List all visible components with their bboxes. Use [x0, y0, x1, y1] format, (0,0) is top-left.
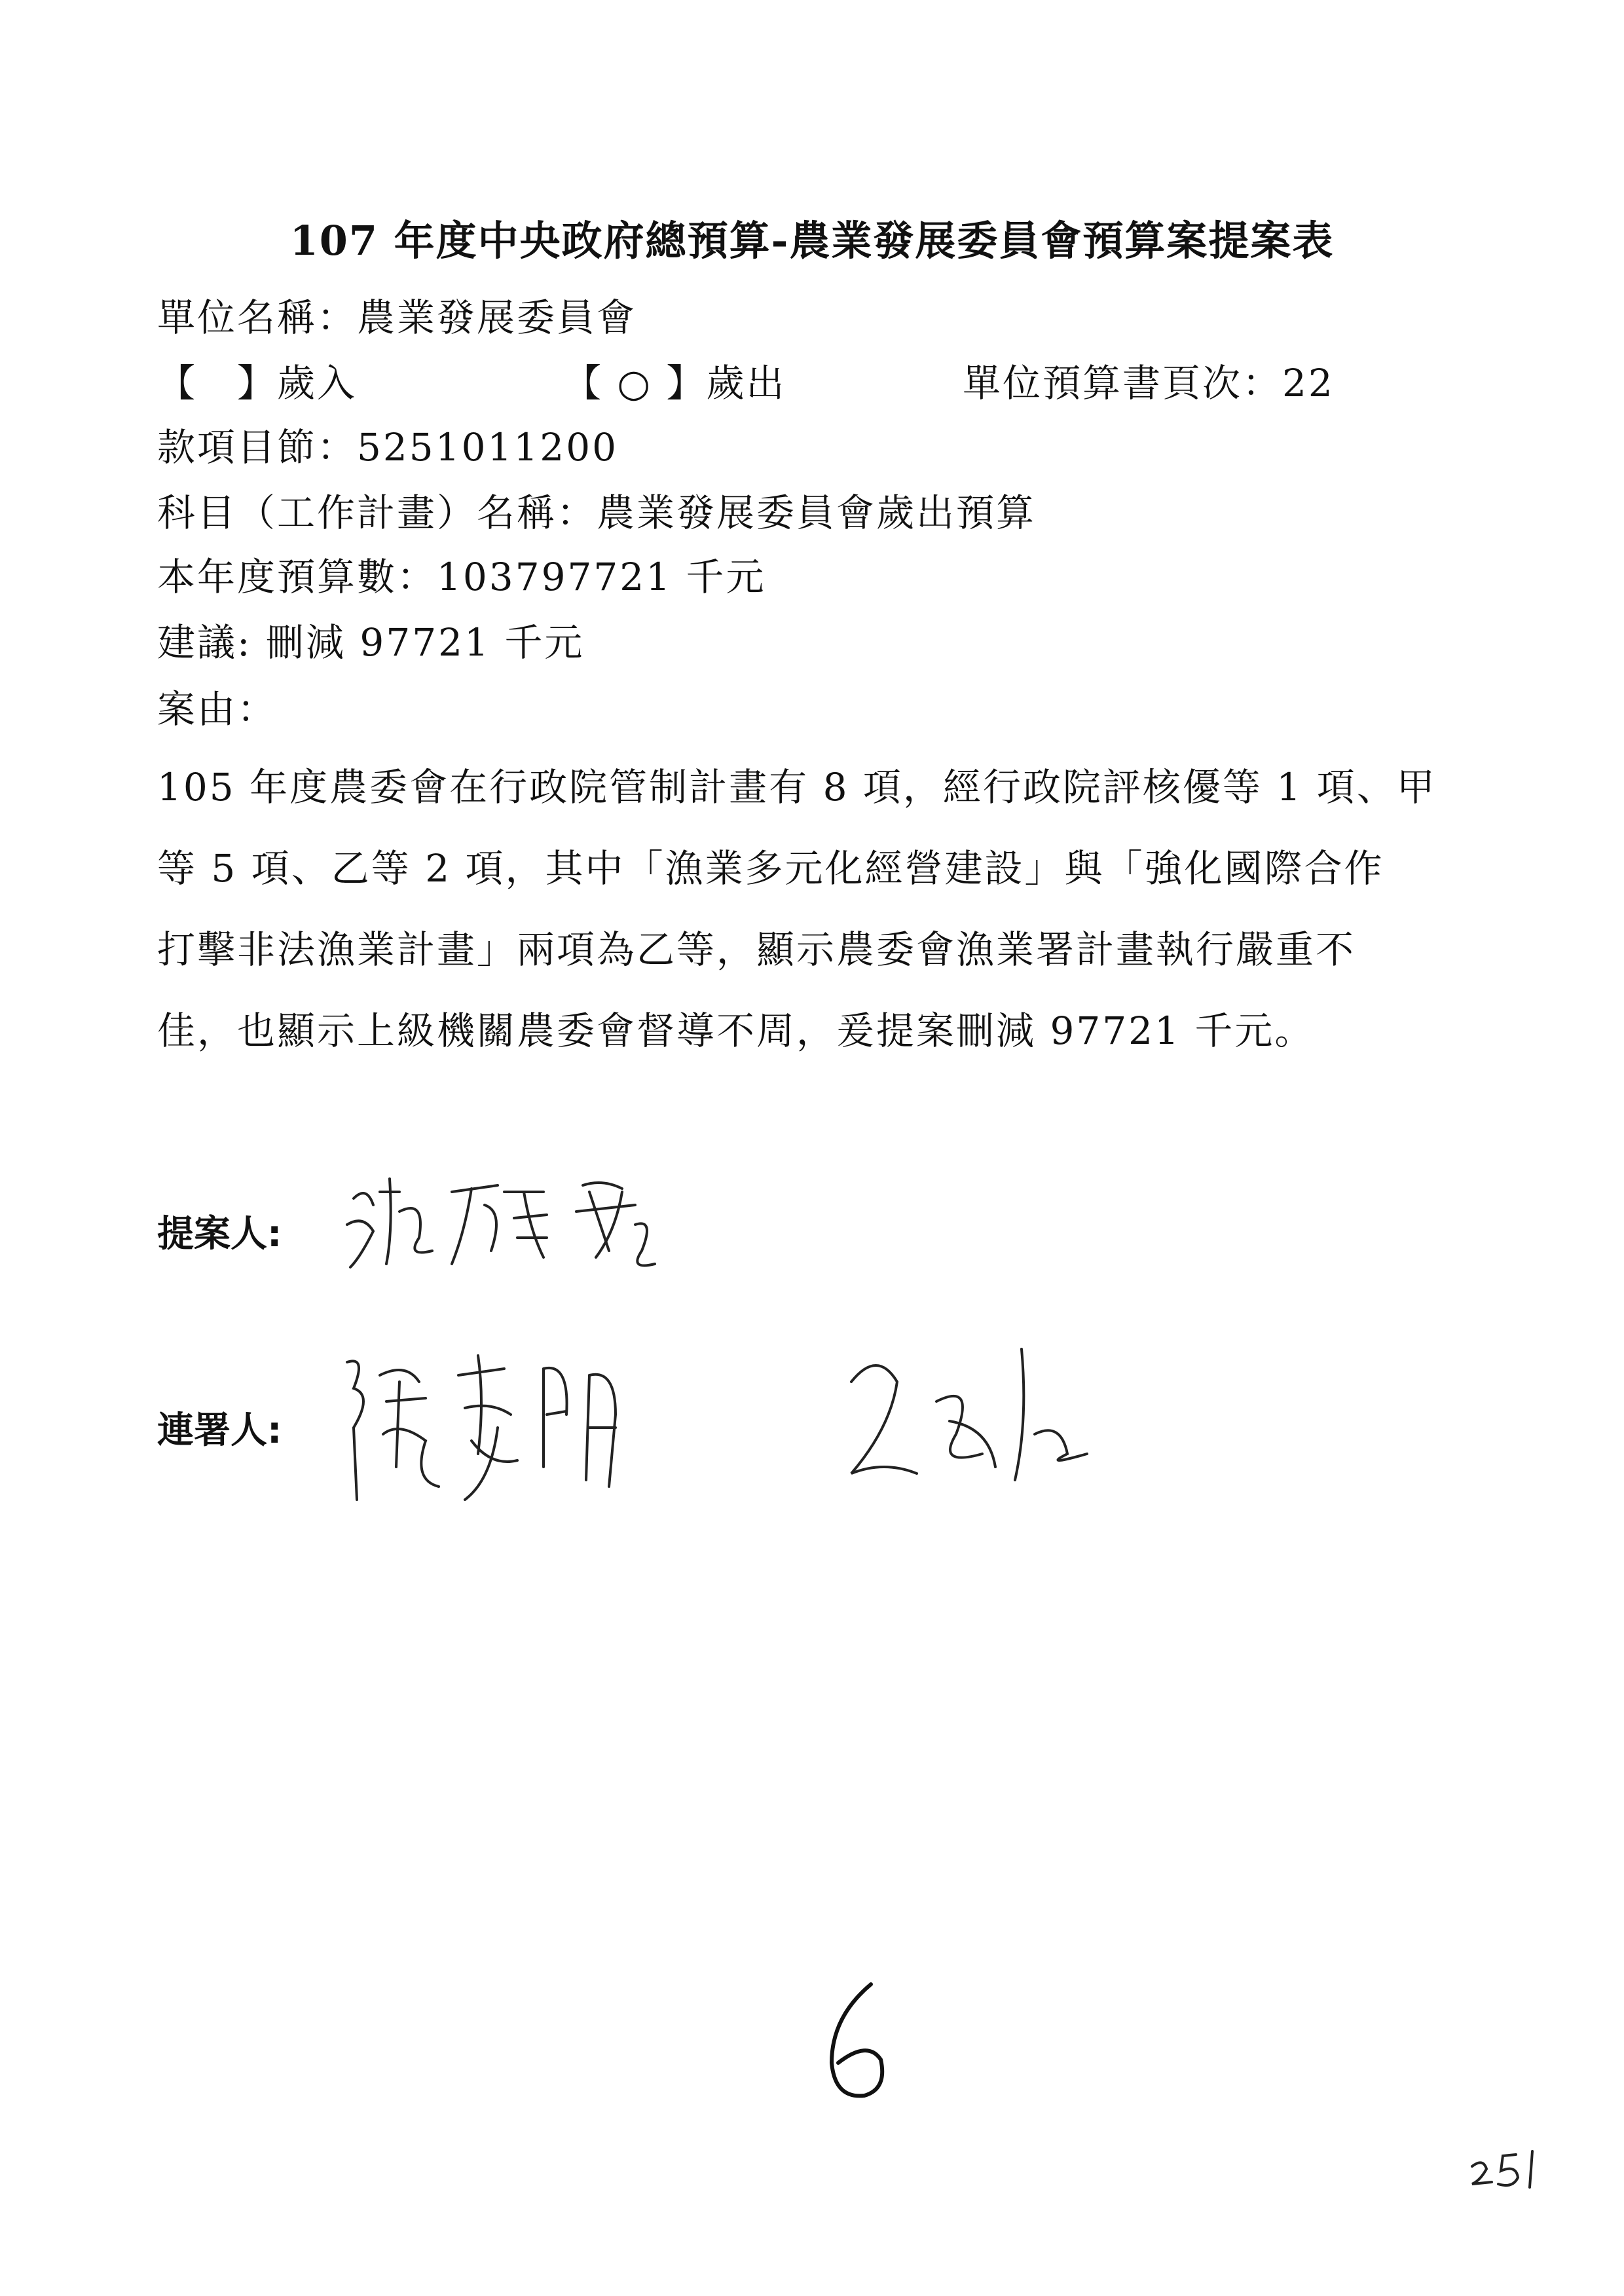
- reason-line: 105 年度農委會在行政院管制計畫有 8 項，經行政院評核優等 1 項、甲: [157, 765, 1437, 809]
- subject-name: 科目（工作計畫）名稱：農業發展委員會歲出預算: [157, 491, 1037, 535]
- expenditure-checkbox-label: 【 ○ 】歲出: [563, 361, 786, 405]
- proposer-signature: [327, 1153, 733, 1284]
- page-reference: 單位預算書頁次：22: [963, 361, 1335, 405]
- reason-label: 案由：: [157, 687, 278, 731]
- reason-paragraph: [157, 747, 1480, 1071]
- unit-name: 單位名稱：農業發展委員會: [157, 295, 637, 340]
- budget-type-row: [157, 352, 1467, 405]
- reason-line: 打擊非法漁業計畫」兩項為乙等，顯示農委會漁業署計畫執行嚴重不: [157, 927, 1356, 972]
- suggestion: 建議: 刪減 97721 千元: [157, 620, 585, 665]
- cosigner-signature-2: [825, 1323, 1126, 1519]
- cosigner-label: 連署人:: [157, 1409, 282, 1452]
- reason-line: 佳，也顯示上級機關農委會督導不周，爰提案刪減 97721 千元。: [157, 1009, 1315, 1053]
- cosigner-signature-1: [327, 1336, 720, 1519]
- handwritten-number-6: [812, 1978, 904, 2109]
- page-title: 107 年度中央政府總預算-農業發展委員會預算案提案表: [289, 217, 1335, 265]
- item-code: 款項目節：5251011200: [157, 425, 619, 470]
- revenue-checkbox-label: 【 】歲入: [157, 361, 358, 405]
- page-stamp-number: [1467, 2141, 1545, 2194]
- proposer-label: 提案人:: [157, 1213, 282, 1255]
- budget-amount: 本年度預算數：103797721 千元: [157, 555, 766, 599]
- reason-line: 等 5 項、乙等 2 項，其中「漁業多元化經營建設」與「強化國際合作: [157, 846, 1384, 891]
